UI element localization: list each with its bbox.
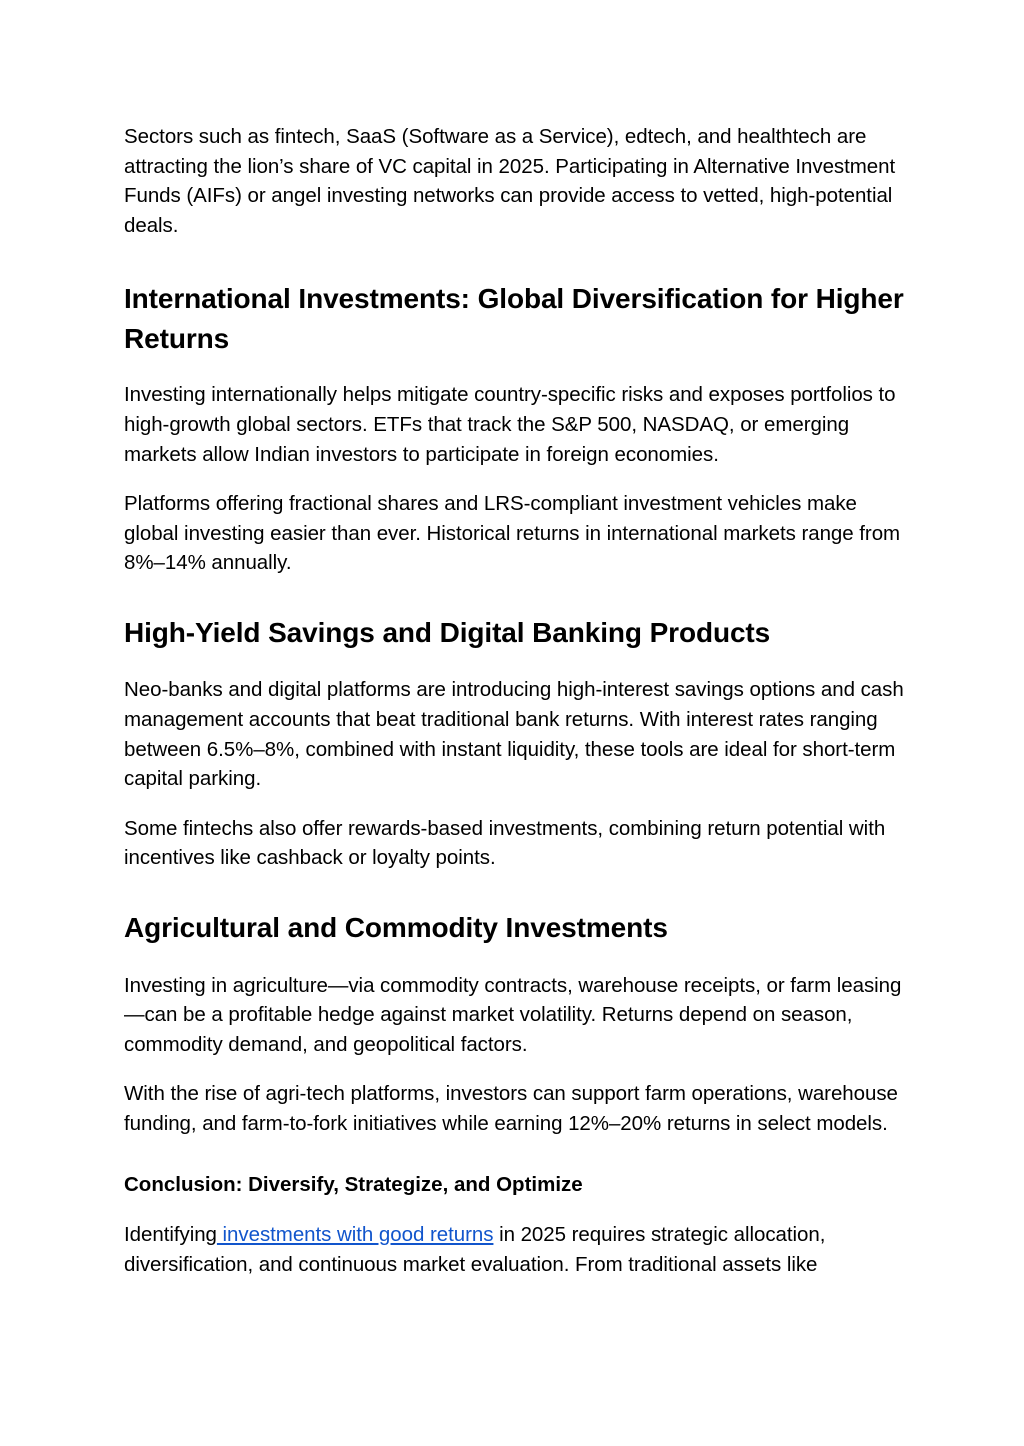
international-paragraph-2: Platforms offering fractional shares and LRS-compliant investment vehicles make global investing easier than ever. Historical returns in international markets range from 8%–14% annually.: [124, 492, 901, 575]
conclusion-lead-text: Identifying: [124, 1223, 217, 1247]
heading-agricultural-commodity: Agricultural and Commodity Investments: [124, 912, 668, 943]
savings-paragraph-1: Neo-banks and digital platforms are introducing high-interest savings options and cash management accounts that beat traditional bank returns. With interest rates ranging between 6.5%–8%, combined with instant liquidity, these tools are ideal for short-term capital parking.: [124, 678, 904, 791]
heading-international-investments: International Investments: Global Diversification for Higher Returns: [124, 283, 904, 354]
intro-paragraph: Sectors such as fintech, SaaS (Software as a Service), edtech, and healthtech are attracting the lion’s share of VC capital in 2025. Participating in Alternative Investment Funds (AIFs) or angel investing networks can provide access to vetted, high-potential deals.: [124, 125, 896, 237]
document-page: [124, 122, 904, 1279]
conclusion-rest-text: in 2025 requires strategic allocation, diversification, and continuous market evaluation. From traditional assets like: [124, 1223, 826, 1276]
investments-good-returns-link[interactable]: investments with good returns: [216, 1223, 494, 1247]
international-paragraph-1: Investing internationally helps mitigate country-specific risks and exposes portfolios to high-growth global sectors. ETFs that track the S&P 500, NASDAQ, or emerging markets allow Indian investors to participate in foreign economies.: [124, 383, 896, 466]
agriculture-paragraph-1: Investing in agriculture—via commodity contracts, warehouse receipts, or farm leasing—can be a profitable hedge against market volatility. Returns depend on season, commodity demand, and geopolitical factors.: [124, 973, 902, 1056]
heading-conclusion: Conclusion: Diversify, Strategize, and Optimize: [124, 1173, 583, 1197]
conclusion-paragraph: [124, 1220, 904, 1279]
heading-high-yield-savings: High-Yield Savings and Digital Banking Products: [124, 616, 771, 648]
savings-paragraph-2: Some fintechs also offer rewards-based investments, combining return potential with incentives like cashback or loyalty points.: [124, 816, 886, 870]
agriculture-paragraph-2: With the rise of agri-tech platforms, investors can support farm operations, warehouse funding, and farm-to-fork initiatives while earning 12%–20% returns in select models.: [124, 1082, 898, 1135]
